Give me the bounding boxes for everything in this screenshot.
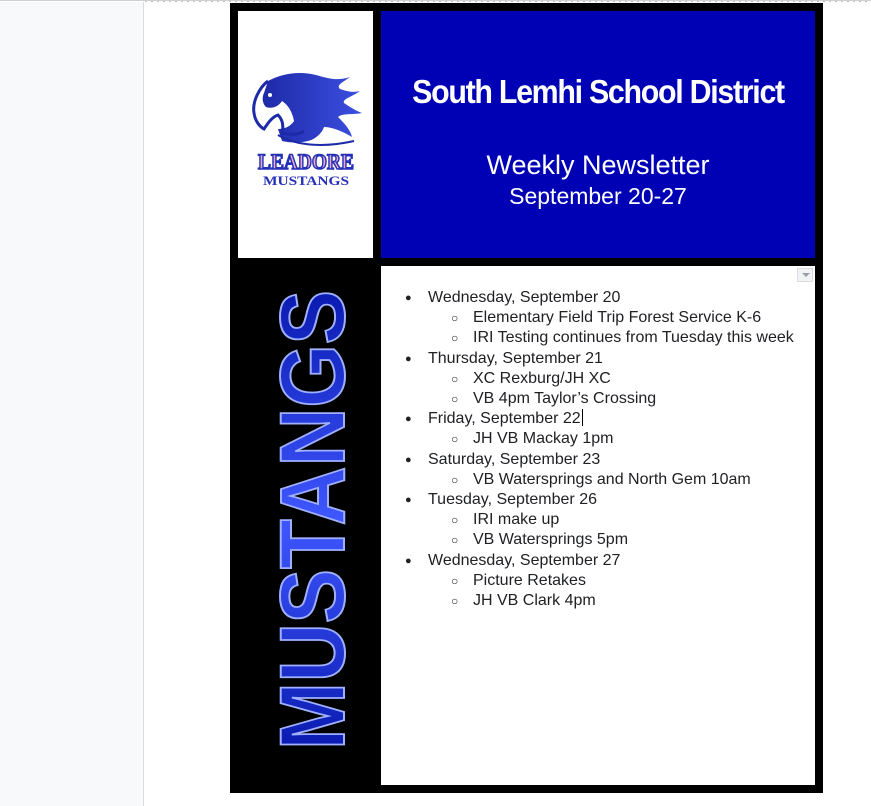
text-cursor — [582, 409, 583, 426]
list-item-day: ● Wednesday, September 20 — [381, 288, 801, 308]
list-item-day-text: Friday, September 22 — [428, 410, 581, 428]
mustangs-vertical-text — [238, 272, 373, 787]
leadore-mustangs-logo — [238, 11, 373, 258]
svg-text:MUSTANGS: MUSTANGS — [262, 272, 364, 750]
list-item-event: ○ XC Rexburg/JH XC — [381, 369, 801, 389]
header-cell[interactable] — [381, 11, 815, 258]
list-item-event: ○ Picture Retakes — [381, 571, 801, 591]
chevron-down-icon[interactable] — [797, 268, 813, 282]
list-item-event: ○ VB Watersprings 5pm — [381, 530, 801, 550]
list-item-day: ● Wednesday, September 27 — [381, 551, 801, 571]
list-item-event: ○ VB 4pm Taylor’s Crossing — [381, 389, 801, 409]
logo-school-name: LEADORE — [258, 149, 354, 174]
list-item-day — [381, 409, 801, 429]
list-item-day: ● Tuesday, September 26 — [381, 490, 801, 510]
list-item-event: ○ JH VB Clark 4pm — [381, 591, 801, 611]
list-item-day: ● Thursday, September 21 — [381, 349, 801, 369]
newsletter-dates: September 20-27 — [509, 183, 687, 209]
list-item-event: ○ IRI make up — [381, 510, 801, 530]
left-side-panel — [0, 2, 144, 806]
logo-cell[interactable] — [238, 11, 373, 258]
list-item-day: ● Saturday, September 23 — [381, 450, 801, 470]
side-banner-cell[interactable] — [238, 272, 373, 787]
district-title: South Lemhi School District — [412, 73, 784, 110]
schedule-cell[interactable] — [381, 266, 815, 785]
list-item-event: ○ IRI Testing continues from Tuesday this week — [381, 328, 801, 348]
list-item-event: ○ VB Watersprings and North Gem 10am — [381, 470, 801, 490]
schedule-list[interactable] — [381, 288, 801, 611]
horse-mane-icon — [263, 73, 362, 143]
newsletter-title: Weekly Newsletter — [486, 150, 710, 180]
list-item-event: ○ JH VB Mackay 1pm — [381, 429, 801, 449]
list-item-event: ○ Elementary Field Trip Forest Service K-6 — [381, 308, 801, 328]
logo-mascot-name: MUSTANGS — [263, 173, 349, 188]
